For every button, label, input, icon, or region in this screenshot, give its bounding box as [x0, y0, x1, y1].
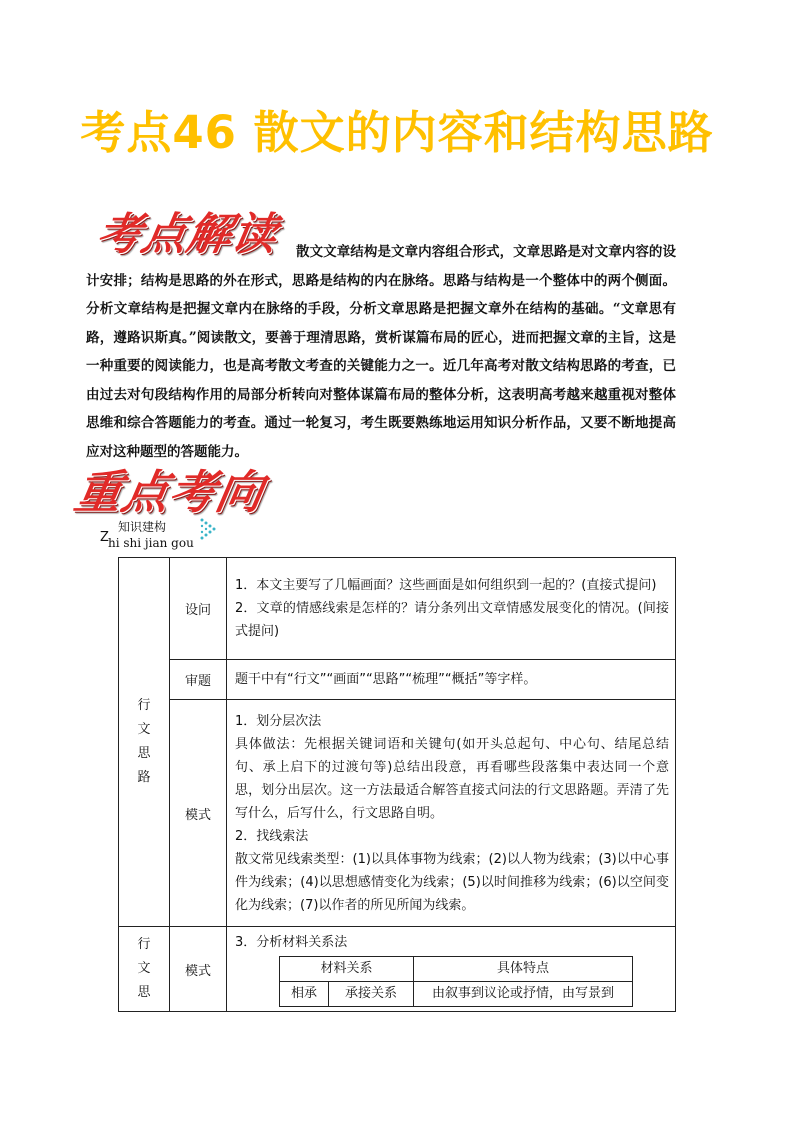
intro-paragraph: 散文文章结构是文章内容组合形式，文章思路是对文章内容的设计安排；结构是思路的外在形式，思路是结构的内在脉络。思路与结构是一个整体中的两个侧面。分析文章结构是把握文章内在脉络的手段，分析文章思路是把握文章外在结构的基础。“文章思有路，遵路识斯真。”阅读散文，要善于理清思路，赏析谋篇布局的匠心，进而把握文章的主旨，这是一种重要的阅读能力，也是高考散文考查的关键能力之一。近几年高考对散文结构思路的考查，已由过去对句段结构作用的局部分析转向对整体谋篇布局的整体分析，这表明高考越来越重视对整体思维和综合答题能力的考查。通过一轮复习，考生既要熟练地运用知识分析作品，又要不断地提高应对这种题型的答题能力。	[86, 244, 676, 460]
inner-cell: 相承	[280, 982, 329, 1007]
method-1-text: 具体做法：先根据关键词语和关键句(如开头总起句、中心句、结尾总结句、承上启下的过渡句等)总结出段意，再看哪些段落集中表达同一个意思，划分出层次。这一方法最适合解答直接式问法的行文思路题。弄清了先写什么，后写什么，行文思路自明。	[235, 736, 669, 821]
category-char: 文	[137, 722, 151, 737]
category-char: 文	[137, 961, 151, 976]
material-relation-table	[279, 956, 633, 1007]
category-char: 思	[137, 985, 151, 1000]
row-label-shenti: 审题	[170, 660, 227, 700]
inner-header-features: 具体特点	[414, 957, 633, 982]
shenti-content: 题干中有“行文”“画面”“思路”“梳理”“概括”等字样。	[227, 660, 676, 700]
method-2-title: 2．找线索法	[235, 828, 309, 844]
label-pinyin: hi shi jian gou	[108, 536, 194, 550]
label-initial: Z	[100, 530, 109, 545]
dotted-arrow-icon	[200, 518, 218, 540]
category-char: 思	[137, 746, 151, 761]
sheji-content	[227, 558, 676, 660]
row-label-moshi-2: 模式	[170, 927, 227, 1012]
inner-header-relation: 材料关系	[280, 957, 414, 982]
label-chinese: 知识建构	[118, 520, 167, 534]
section-badge-kaodian-jiedu: 考点解读	[92, 209, 282, 260]
method-2-text: 散文常见线索类型：(1)以具体事物为线索；(2)以人物为线索；(3)以中心事件为线索；(4)以思想感情变化为线索；(5)以时间推移为线索；(6)以空间变化为线索；(7)以作者的所见所闻为线索。	[235, 851, 669, 913]
section-badge-zhongdian-kaoxiang: 重点考向	[70, 465, 269, 519]
knowledge-structure-label	[100, 518, 240, 554]
category-char: 路	[137, 770, 151, 785]
category-char: 行	[137, 937, 151, 952]
structure-table	[118, 557, 676, 1012]
moshi-content-2	[227, 927, 676, 1012]
category-char: 行	[137, 698, 151, 713]
moshi-content	[227, 700, 676, 927]
method-3-title: 3．分析材料关系法	[235, 935, 348, 950]
inner-cell: 承接关系	[329, 982, 414, 1007]
sheji-question-1: 1．本文主要写了几幅画面？这些画面是如何组织到一起的？(直接式提问)	[235, 578, 657, 593]
row-label-sheji: 设问	[170, 558, 227, 660]
category-cell-xingwensi	[119, 927, 170, 1012]
row-label-moshi: 模式	[170, 700, 227, 927]
category-cell-xingwensilu	[119, 558, 170, 927]
inner-cell: 由叙事到议论或抒情，由写景到	[414, 982, 633, 1007]
method-1-title: 1．划分层次法	[235, 713, 322, 729]
page-title: 考点46 散文的内容和结构思路	[80, 106, 714, 159]
sheji-question-2: 2．文章的情感线索是怎样的？请分条列出文章情感发展变化的情况。(间接式提问)	[235, 601, 669, 639]
